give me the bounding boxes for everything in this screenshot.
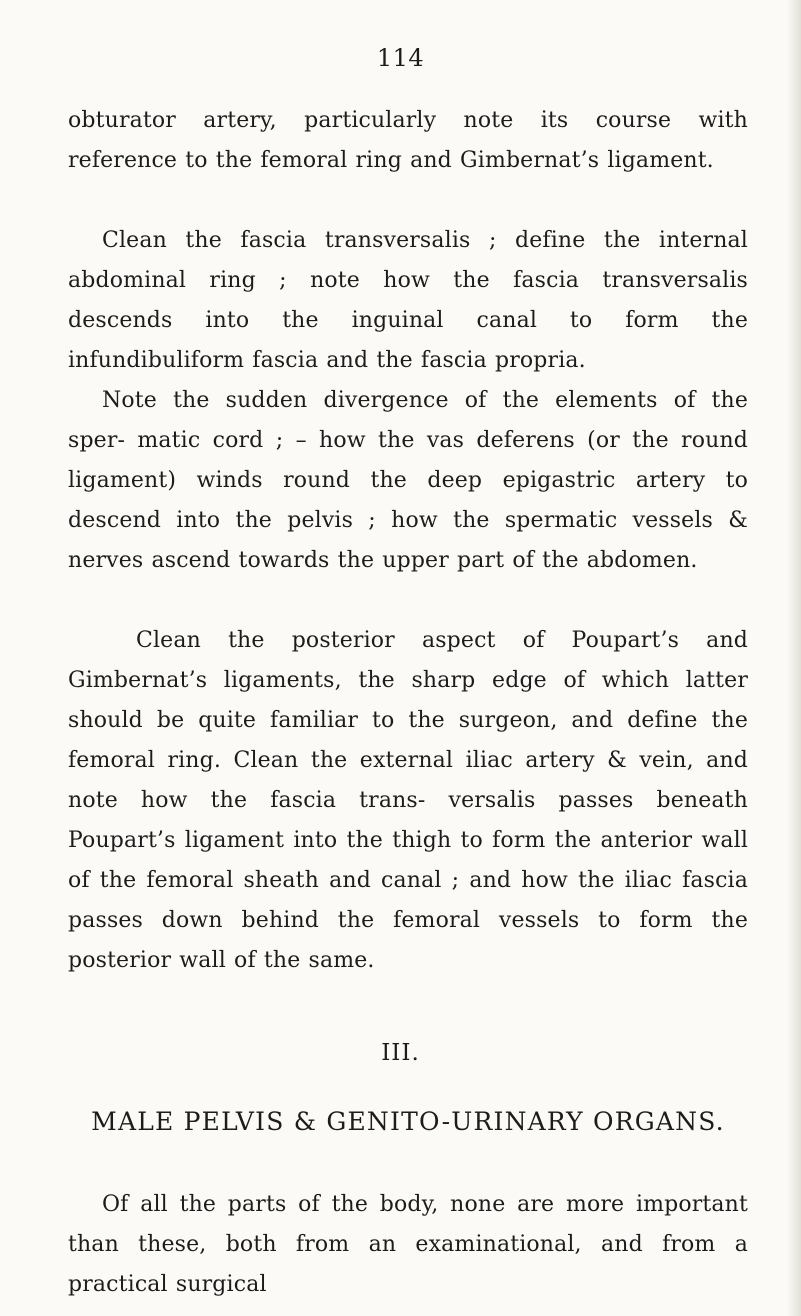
page-edge-shadow <box>787 0 801 1316</box>
paragraph-spermatic-cord: Note the sudden divergence of the elements of the sper- matic cord ; – how the vas deferens (or the round ligament) winds round the deep epigastric artery to descend into the pelvis ; how the spermatic vessels & nerves ascend towards the upper part of the abdomen. <box>68 388 748 573</box>
paragraph-pouparts-ligament: Clean the posterior aspect of Poupart’s and Gimbernat’s ligaments, the sharp edge of which latter should be quite familiar to the surgeon, and define the femoral ring. Clean the external iliac artery & vein, and note how the fascia trans- versalis passes beneath Poupart’s ligament into the thigh to form the anterior wall of the femoral sheath and canal ; and how the iliac fascia passes down behind the femoral vessels to form the posterior wall of the same. <box>68 628 748 973</box>
page-number: 114 <box>376 44 425 72</box>
paragraph-obturator-artery: obturator artery, particularly note its course with reference to the femoral ring and Gimbernat’s ligament. <box>68 108 748 173</box>
section-number: III. <box>381 1040 420 1066</box>
section-title: MALE PELVIS & GENITO-URINARY ORGANS. <box>91 1107 725 1136</box>
paragraph-pelvis-intro: Of all the parts of the body, none are more important than these, both from an examinational, and from a practical surgical <box>68 1192 748 1297</box>
paragraph-fascia-transversalis: Clean the fascia transversalis ; define the internal abdominal ring ; note how the fascia transversalis descends into the inguinal canal to form the infundibuliform fascia and the fascia propria. <box>68 228 748 373</box>
